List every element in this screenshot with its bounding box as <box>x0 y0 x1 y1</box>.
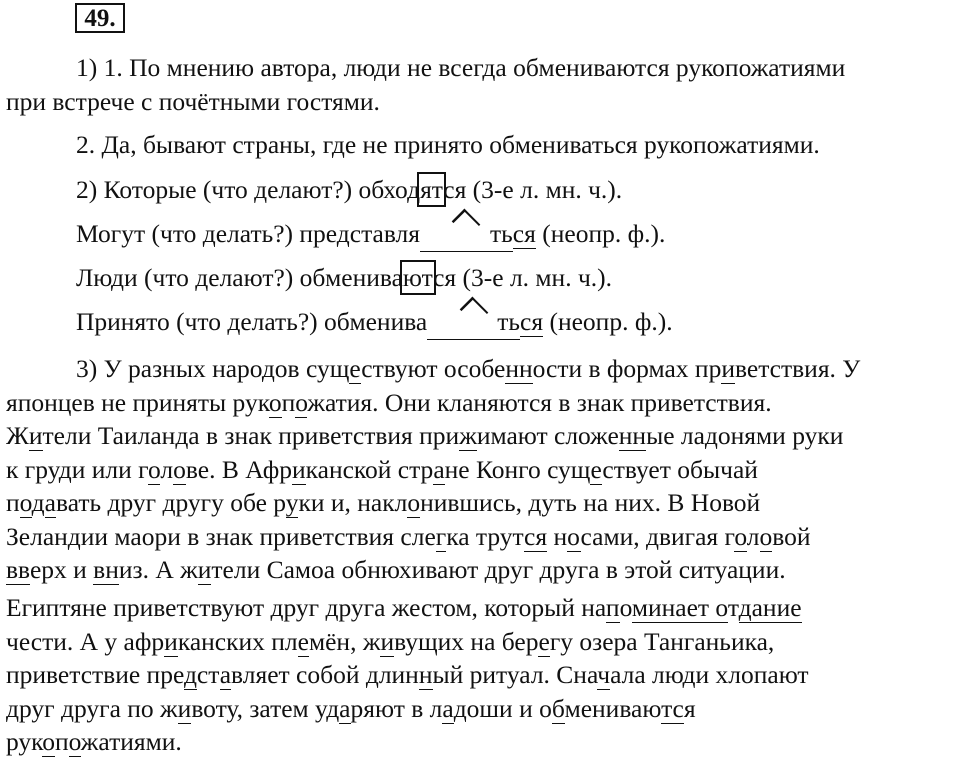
text-segment: рук <box>6 727 43 756</box>
text-segment: ся (3-е л. мн. ч.). <box>433 263 613 292</box>
text-segment: имают сложе <box>476 421 619 450</box>
underlined-letter: о <box>407 488 421 517</box>
ending-box: ют <box>402 263 434 292</box>
text-segment: приветствие пре <box>6 660 184 689</box>
underlined-letter: о <box>19 488 32 517</box>
underlined-letter: о <box>567 521 581 551</box>
underlined-letter: о <box>68 727 81 756</box>
underlined-letter: ч <box>597 660 611 689</box>
underlined-letter: у <box>285 488 299 517</box>
p4-line <box>6 725 952 759</box>
text-segment: д <box>31 488 45 517</box>
underlined-letter: е <box>590 454 603 484</box>
text-segment: ые ладонями руки <box>646 421 844 450</box>
underlined-letter: о <box>148 454 161 484</box>
underlined-letter: е <box>538 626 550 656</box>
ending-box: ят <box>420 175 444 204</box>
text-segment: Могут (что делать?) представля <box>76 219 421 248</box>
text-segment: ерх и <box>29 555 94 584</box>
text-segment: ствует обычай <box>602 454 758 484</box>
underlined-letter: минает о <box>631 593 728 622</box>
underlined-letter: а <box>433 454 445 484</box>
text-segment: доши и о <box>453 693 552 723</box>
underlined-letter: и <box>28 421 43 450</box>
text-segment: ве. В Афр <box>185 454 292 484</box>
underlined-letter: и <box>380 626 395 656</box>
text-line: 1) 1. По мнению автора, люди не всегда обмениваются рукопожатиями <box>76 53 846 82</box>
morphology-block <box>6 173 952 349</box>
postfix-underline: ся <box>520 307 544 336</box>
text-segment: воту, затем уд <box>191 693 340 723</box>
text-segment: л <box>160 454 174 484</box>
underlined-letter: д <box>183 660 197 689</box>
text-segment: Люди (что делают?) обменива <box>76 263 403 292</box>
text-segment: вущих на бер <box>394 626 539 656</box>
text-segment: ся (3-е л. мн. ч.). <box>443 175 623 204</box>
text-segment: чести. А у афр <box>6 626 165 656</box>
underlined-letter: а <box>442 693 454 723</box>
text-segment: ствуют особе <box>361 354 506 383</box>
paragraph-2: 2. Да, бывают страны, где не принято обмениваться рукопожатиями. <box>76 130 820 159</box>
text-segment: из. А ж <box>118 555 198 584</box>
text-segment: канских пл <box>177 626 298 656</box>
text-segment: Египтяне приветствуют друг друга жестом, который на <box>6 593 606 622</box>
underlined-letter: г <box>435 521 447 551</box>
text-segment: жатиями. <box>80 727 182 756</box>
text-segment: к груди или г <box>6 454 148 484</box>
underlined-letter: п <box>605 593 620 622</box>
text-segment: ости в формах пр <box>532 354 722 383</box>
p3-line <box>6 419 952 453</box>
paragraph-4 <box>6 591 952 759</box>
morph-line-1 <box>6 173 952 217</box>
underlined-letter: н <box>418 660 433 689</box>
underlined-letter: а <box>339 693 351 723</box>
text-segment: ый ритуал. Сна <box>432 660 598 689</box>
text-segment: ала люди хлопают <box>610 660 809 689</box>
text-segment: вляет собой длин <box>231 660 419 689</box>
underlined-letter: а <box>44 488 56 517</box>
text-segment: ка трут <box>446 521 525 551</box>
text-segment: 3) У разных народов сущ <box>76 354 350 383</box>
p3-line <box>6 453 952 487</box>
paragraph-3 <box>6 352 952 587</box>
text-segment: не Конго сущ <box>444 454 591 484</box>
underlined-letter: и <box>291 454 306 484</box>
underlined-letter: о <box>173 454 186 484</box>
text-segment: Принято (что делать?) обменива <box>76 307 428 336</box>
text-segment: тели Таиланда в знак приветствия при <box>42 421 460 450</box>
underlined-letter: нн <box>505 354 533 383</box>
underlined-letter: о <box>268 387 282 417</box>
underlined-letter: вн <box>93 555 119 584</box>
p4-line <box>6 625 952 659</box>
underlined-letter: дание <box>738 593 802 622</box>
text-segment: (неопр. ф.). <box>535 219 666 248</box>
text-segment: Ж <box>6 421 29 450</box>
morph-line-3 <box>6 261 952 305</box>
suffix-mark: ть <box>420 217 513 252</box>
p4-line <box>6 658 952 692</box>
text-segment: п <box>6 488 20 517</box>
underlined-letter: и <box>197 555 212 584</box>
text-segment: вой <box>772 521 811 551</box>
text-segment: ки и, накл <box>298 488 408 517</box>
underlined-letter: е <box>349 354 362 383</box>
p3-line <box>6 486 952 520</box>
text-segment: ст <box>196 660 220 689</box>
text-segment: нившись, дуть на них. В Новой <box>420 488 761 517</box>
underlined-letter: е <box>297 626 309 656</box>
text-segment: мён, ж <box>308 626 381 656</box>
text-segment: сами, двигая г <box>580 521 735 551</box>
text-segment: друг друга по ж <box>6 693 178 723</box>
text-segment: л <box>746 521 760 551</box>
text-segment: т <box>727 593 739 622</box>
morph-line-4 <box>6 305 952 349</box>
underlined-letter: о <box>759 521 773 551</box>
text-segment: тели Самоа обнюхивают друг друга в этой ситуации. <box>211 555 786 584</box>
underlined-letter: вв <box>6 555 30 584</box>
text-segment: н <box>547 521 568 551</box>
text-segment: 2) Которые (что делают?) обход <box>76 175 421 204</box>
text-segment: мениваю <box>564 693 662 723</box>
text-segment: японцев не приняты рук <box>6 387 269 417</box>
underlined-letter: нн <box>618 421 647 450</box>
underlined-letter: а <box>219 660 232 689</box>
underlined-letter: ж <box>459 421 477 450</box>
underlined-letter: б <box>551 693 565 723</box>
p4-line <box>6 692 952 726</box>
p3-line <box>6 352 952 386</box>
text-segment: (неопр. ф.). <box>543 307 673 336</box>
text-segment: жатия. Они кланяются в знак приветствия. <box>307 387 772 417</box>
suffix-mark: ть <box>427 305 520 340</box>
text-segment: канской стр <box>305 454 434 484</box>
text-segment: п <box>55 727 69 756</box>
underlined-letter: и <box>721 354 735 383</box>
underlined-letter: о <box>734 521 747 551</box>
underlined-letter: о <box>42 727 56 756</box>
text-segment: Зеландии маори в знак приветствия сле <box>6 521 436 551</box>
morph-line-2 <box>6 217 952 261</box>
text-line: при встрече с почётными гостями. <box>6 86 380 116</box>
text-segment: о <box>619 593 632 622</box>
p3-line <box>6 553 952 587</box>
underlined-letter: и <box>177 693 192 723</box>
text-segment: вать друг другу обе р <box>55 488 286 517</box>
text-segment: ветствия. У <box>735 354 861 383</box>
p3-line <box>6 386 952 420</box>
p3-line <box>6 520 952 554</box>
paragraph-1 <box>6 51 952 118</box>
underlined-letter: и <box>164 626 178 656</box>
text-segment: п <box>281 387 296 417</box>
underlined-letter: тс <box>661 693 684 723</box>
text-segment: ряют в л <box>350 693 443 723</box>
postfix-underline: ся <box>512 219 536 248</box>
underlined-letter: о <box>295 387 308 417</box>
exercise-number: 49. <box>75 3 125 33</box>
text-segment: гу озера Танганьика, <box>549 626 775 656</box>
underlined-letter: ся <box>524 521 548 551</box>
text-segment: я <box>683 693 696 723</box>
p4-line <box>6 591 952 625</box>
